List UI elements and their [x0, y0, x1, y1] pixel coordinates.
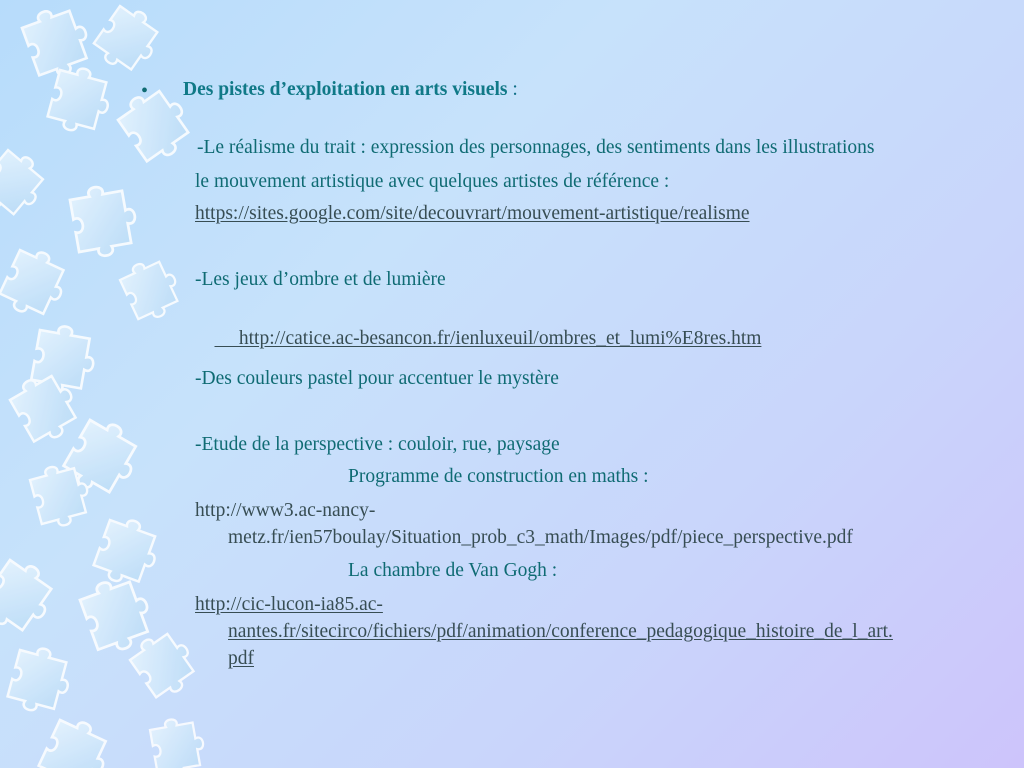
ombres-lumieres-link[interactable]: http://catice.ac-besancon.fr/ienluxeuil/ombres_et_lumi%E8res.htm	[214, 328, 762, 349]
programme-construction-text: Programme de construction en maths :	[348, 466, 649, 487]
realisme-link[interactable]: https://sites.google.com/site/decouvrart/mouvement-artistique/realisme	[195, 203, 750, 224]
couleurs-pastel-text: -Des couleurs pastel pour accentuer le mystère	[195, 368, 559, 389]
section-heading-line	[183, 77, 518, 103]
lucon-link-line2[interactable]: nantes.fr/sitecirco/fichiers/pdf/animation/conference_pedagogique_histoire_de_l_art.	[228, 621, 893, 642]
bullet-dot-icon: •	[141, 80, 149, 102]
lucon-link-line3[interactable]: pdf	[228, 648, 254, 669]
ombre-lumiere-text: -Les jeux d’ombre et de lumière	[195, 269, 446, 290]
nancy-link-line1[interactable]: http://www3.ac-nancy-	[195, 500, 376, 521]
realisme-intro-text: -Le réalisme du trait : expression des personnages, des sentiments dans les illustrations	[197, 137, 875, 158]
lucon-link-line1[interactable]: http://cic-lucon-ia85.ac-	[195, 594, 383, 615]
nancy-link-line2[interactable]: metz.fr/ien57boulay/Situation_prob_c3_math/Images/pdf/piece_perspective.pdf	[228, 527, 853, 548]
section-heading-suffix: :	[507, 79, 518, 100]
section-heading: Des pistes d’exploitation en arts visuels	[183, 79, 508, 100]
chambre-van-gogh-text: La chambre de Van Gogh :	[348, 560, 558, 581]
mouvement-artistique-text: le mouvement artistique avec quelques artistes de référence :	[195, 171, 670, 192]
perspective-text: -Etude de la perspective : couloir, rue, paysage	[195, 434, 560, 455]
